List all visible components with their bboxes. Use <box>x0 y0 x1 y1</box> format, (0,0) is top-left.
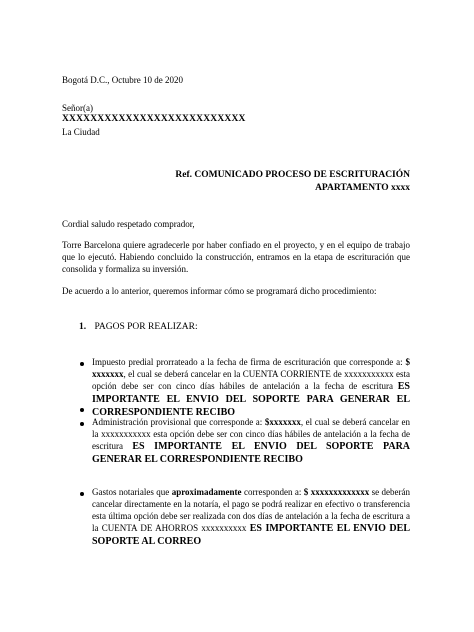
bullet-dot <box>80 492 84 496</box>
bullet-text: se deberán cancelar directamente en la notaría, el pago se podrá realizar en efectivo o transferencia esta última opción debe ser realizada con dos días de antelación a la fecha de escritura a la CUENTA DE AHORROS xxxxxxxxxx <box>92 487 411 533</box>
bullet-text: Impuesto predial prorrateado a la fecha de firma de escrituración que corresponde a: <box>92 357 406 367</box>
bullet-amount: $ xxxxxxx <box>92 357 410 379</box>
bullet-text: Gastos notariales que <box>92 487 172 497</box>
reference-block <box>150 169 410 194</box>
greeting: Cordial saludo respetado comprador, <box>62 219 195 229</box>
reference-line-2: APARTAMENTO xxxx <box>315 182 410 193</box>
reference-line-1: Ref. COMUNICADO PROCESO DE ESCRITURACIÓN <box>175 170 410 180</box>
bullet-item-gastos-notariales <box>92 486 410 548</box>
bullet-amount: $xxxxxxx <box>264 417 301 427</box>
section-heading <box>79 321 198 334</box>
bullet-emphasis: aproximadamente <box>171 487 242 497</box>
bullet-notice: ES IMPORTANTE EL ENVIO DEL SOPORTE PARA GENERAR EL CORRESPONDIENTE RECIBO <box>92 381 410 418</box>
recipient-city: La Ciudad <box>62 127 100 137</box>
bullet-text: corresponden a: <box>241 487 304 497</box>
bullet-text: , el cual se deberá cancelar en la xxxxxxxxxxx esta opción debe ser con cinco días hábiles de antelación a la fecha de escritura <box>92 417 410 451</box>
paragraph-intro: Torre Barcelona quiere agradecerle por haber confiado en el proyecto, y en el equipo de trabajo que lo ejecutó. Habiendo concluido la construcción, entramos en la etapa de escrituración que consolida y formaliza su inversión. <box>62 240 410 274</box>
section-number: 1. <box>79 322 87 332</box>
bullet-dot <box>80 362 84 366</box>
bullet-text: Administración provisional que corresponde a: <box>92 417 265 427</box>
paragraph-procedure: De acuerdo a lo anterior, queremos informar cómo se programará dicho procedimiento: <box>62 286 377 296</box>
bullet-dot <box>80 422 84 426</box>
date-line: Bogotá D.C., Octubre 10 de 2020 <box>62 75 183 85</box>
bullet-dot-empty <box>80 408 84 412</box>
bullet-notice: ES IMPORTANTE EL ENVIO DEL SOPORTE AL CORREO <box>92 523 410 547</box>
bullet-item-administracion <box>92 416 410 466</box>
section-title: PAGOS POR REALIZAR: <box>94 322 198 332</box>
bullet-text: , el cual se deberá cancelar en la CUENTA CORRIENTE de xxxxxxxxxxx esta opción debe ser con cinco días hábiles de antelación a la fecha de escritura <box>92 369 410 391</box>
bullet-amount: $ xxxxxxxxxxxxx <box>303 487 370 497</box>
bullet-notice: ES IMPORTANTE EL ENVIO DEL SOPORTE PARA GENERAR EL CORRESPONDIENTE RECIBO <box>92 441 411 465</box>
salutation: Señor(a) <box>62 103 93 113</box>
bullet-item-impuesto <box>92 356 410 419</box>
recipient-name: XXXXXXXXXXXXXXXXXXXXXXXXXX <box>62 114 246 124</box>
